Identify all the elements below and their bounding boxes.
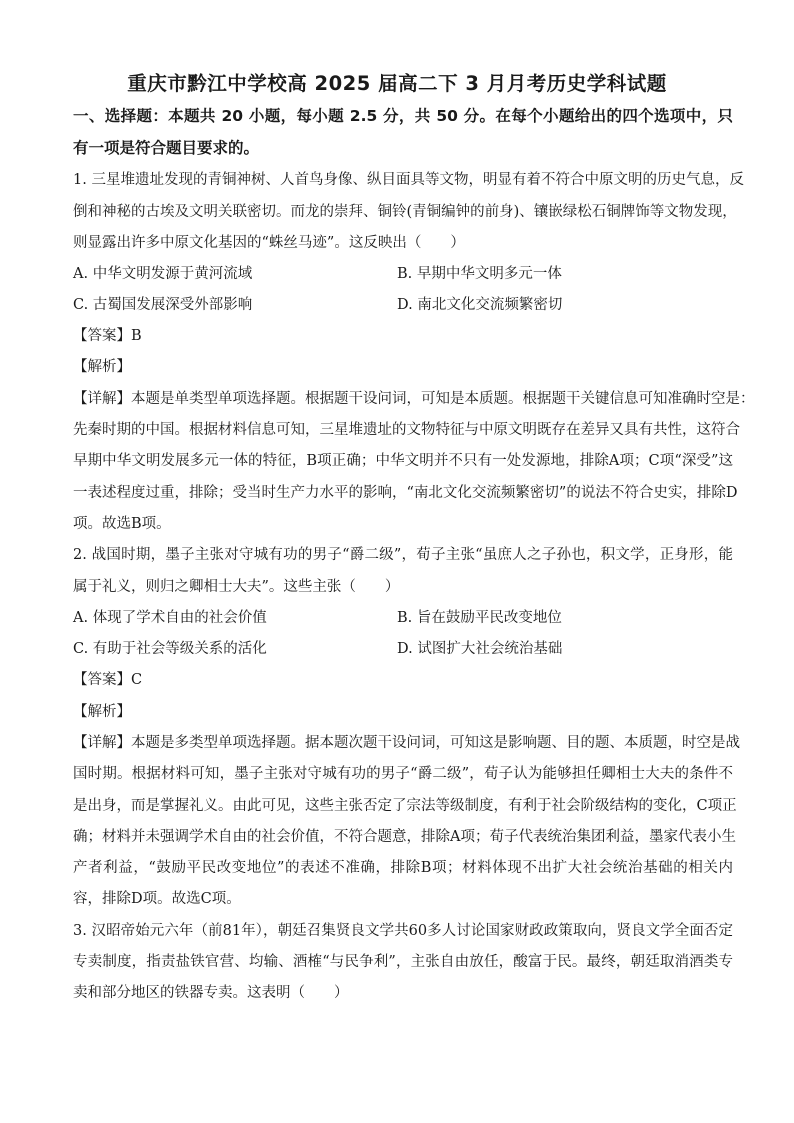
q1-detail-line-4: 一表述程度过重，排除；受当时生产力水平的影响，“南北文化交流频繁密切”的说法不符合史实，排除D <box>73 485 738 501</box>
q1-option-d: D. 南北文化交流频繁密切 <box>397 297 563 313</box>
page-title: 重庆市黔江中学校高 2025 届高二下 3 月月考历史学科试题 <box>127 72 667 95</box>
q2-stem-line-1: 2. 战国时期，墨子主张对守城有功的男子“爵二级”，荀子主张“虽庶人之子孙也，积文学，正身形，能 <box>73 547 733 563</box>
q1-detail-line-1: 【详解】本题是单类型单项选择题。根据题干设问词，可知是本质题。根据题干关键信息可知准确时空是： <box>73 391 755 407</box>
q2-detail-line-2: 国时期。根据材料可知，墨子主张对守城有功的男子“爵二级”，荀子认为能够担任卿相士大夫的条件不 <box>73 766 733 782</box>
section-heading-line-2: 有一项是符合题目要求的。 <box>73 139 260 157</box>
q2-detail-line-3: 是出身，而是掌握礼义。由此可见，这些主张否定了宗法等级制度，有利于社会阶级结构的变化，C项正 <box>73 798 737 814</box>
q2-stem-line-2: 属于礼义，则归之卿相士大夫”。这些主张（ ） <box>73 579 400 595</box>
q2-detail-line-6: 容，排除D项。故选C项。 <box>73 891 241 907</box>
q2-detail-line-1: 【详解】本题是多类型单项选择题。据本题次题干设问词，可知这是影响题、目的题、本质题，时空是战 <box>73 735 740 751</box>
q2-detail-line-5: 产者利益，“鼓励平民改变地位”的表述不准确，排除B项；材料体现不出扩大社会统治基础的相关内 <box>73 860 733 876</box>
q1-option-b: B. 早期中华文明多元一体 <box>397 266 562 282</box>
q2-answer: 【答案】C <box>73 672 143 688</box>
q1-detail-line-3: 早期中华文明发展多元一体的特征，B项正确；中华文明并不只有一处发源地，排除A项；C项“深受”这 <box>73 453 733 469</box>
q2-option-a: A. 体现了学术自由的社会价值 <box>73 610 267 626</box>
q2-detail-line-4: 确；材料并未强调学术自由的社会价值，不符合题意，排除A项；荀子代表统治集团利益，墨家代表小生 <box>73 829 736 845</box>
q1-stem-line-1: 1. 三星堆遗址发现的青铜神树、人首鸟身像、纵目面具等文物，明显有着不符合中原文明的历史气息，反 <box>73 172 744 188</box>
q1-analysis-label: 【解析】 <box>73 359 131 375</box>
q1-stem-line-2: 倒和神秘的古埃及文明关联密切。而龙的崇拜、铜铃(青铜编钟的前身)、镶嵌绿松石铜牌饰等文物发现， <box>73 204 737 220</box>
q1-answer: 【答案】B <box>73 328 142 344</box>
q2-option-d: D. 试图扩大社会统治基础 <box>397 641 563 657</box>
q1-detail-line-5: 项。故选B项。 <box>73 516 171 532</box>
q3-stem-line-1: 3. 汉昭帝始元六年（前81年），朝廷召集贤良文学共60多人讨论国家财政政策取向，贤良文学全面否定 <box>73 923 733 939</box>
q3-stem-line-2: 专卖制度，指责盐铁官营、均输、酒榷“与民争利”，主张自由放任，酸富于民。最终，朝廷取消酒类专 <box>73 954 733 970</box>
q3-stem-line-3: 卖和部分地区的铁器专卖。这表明（ ） <box>73 985 349 1001</box>
q2-option-c: C. 有助于社会等级关系的活化 <box>73 641 267 657</box>
q2-analysis-label: 【解析】 <box>73 704 131 720</box>
q1-detail-line-2: 先秦时期的中国。根据材料信息可知，三星堆遗址的文物特征与中原文明既存在差异又具有共性，这符合 <box>73 422 740 438</box>
q1-option-a: A. 中华文明发源于黄河流域 <box>73 266 253 282</box>
q1-option-c: C. 古蜀国发展深受外部影响 <box>73 297 253 313</box>
q2-option-b: B. 旨在鼓励平民改变地位 <box>397 610 562 626</box>
q1-stem-line-3: 则显露出许多中原文化基因的“蛛丝马迹”。这反映出（ ） <box>73 235 465 251</box>
section-heading-line-1: 一、选择题：本题共 20 小题，每小题 2.5 分，共 50 分。在每个小题给出的四个选项中，只 <box>73 107 733 125</box>
